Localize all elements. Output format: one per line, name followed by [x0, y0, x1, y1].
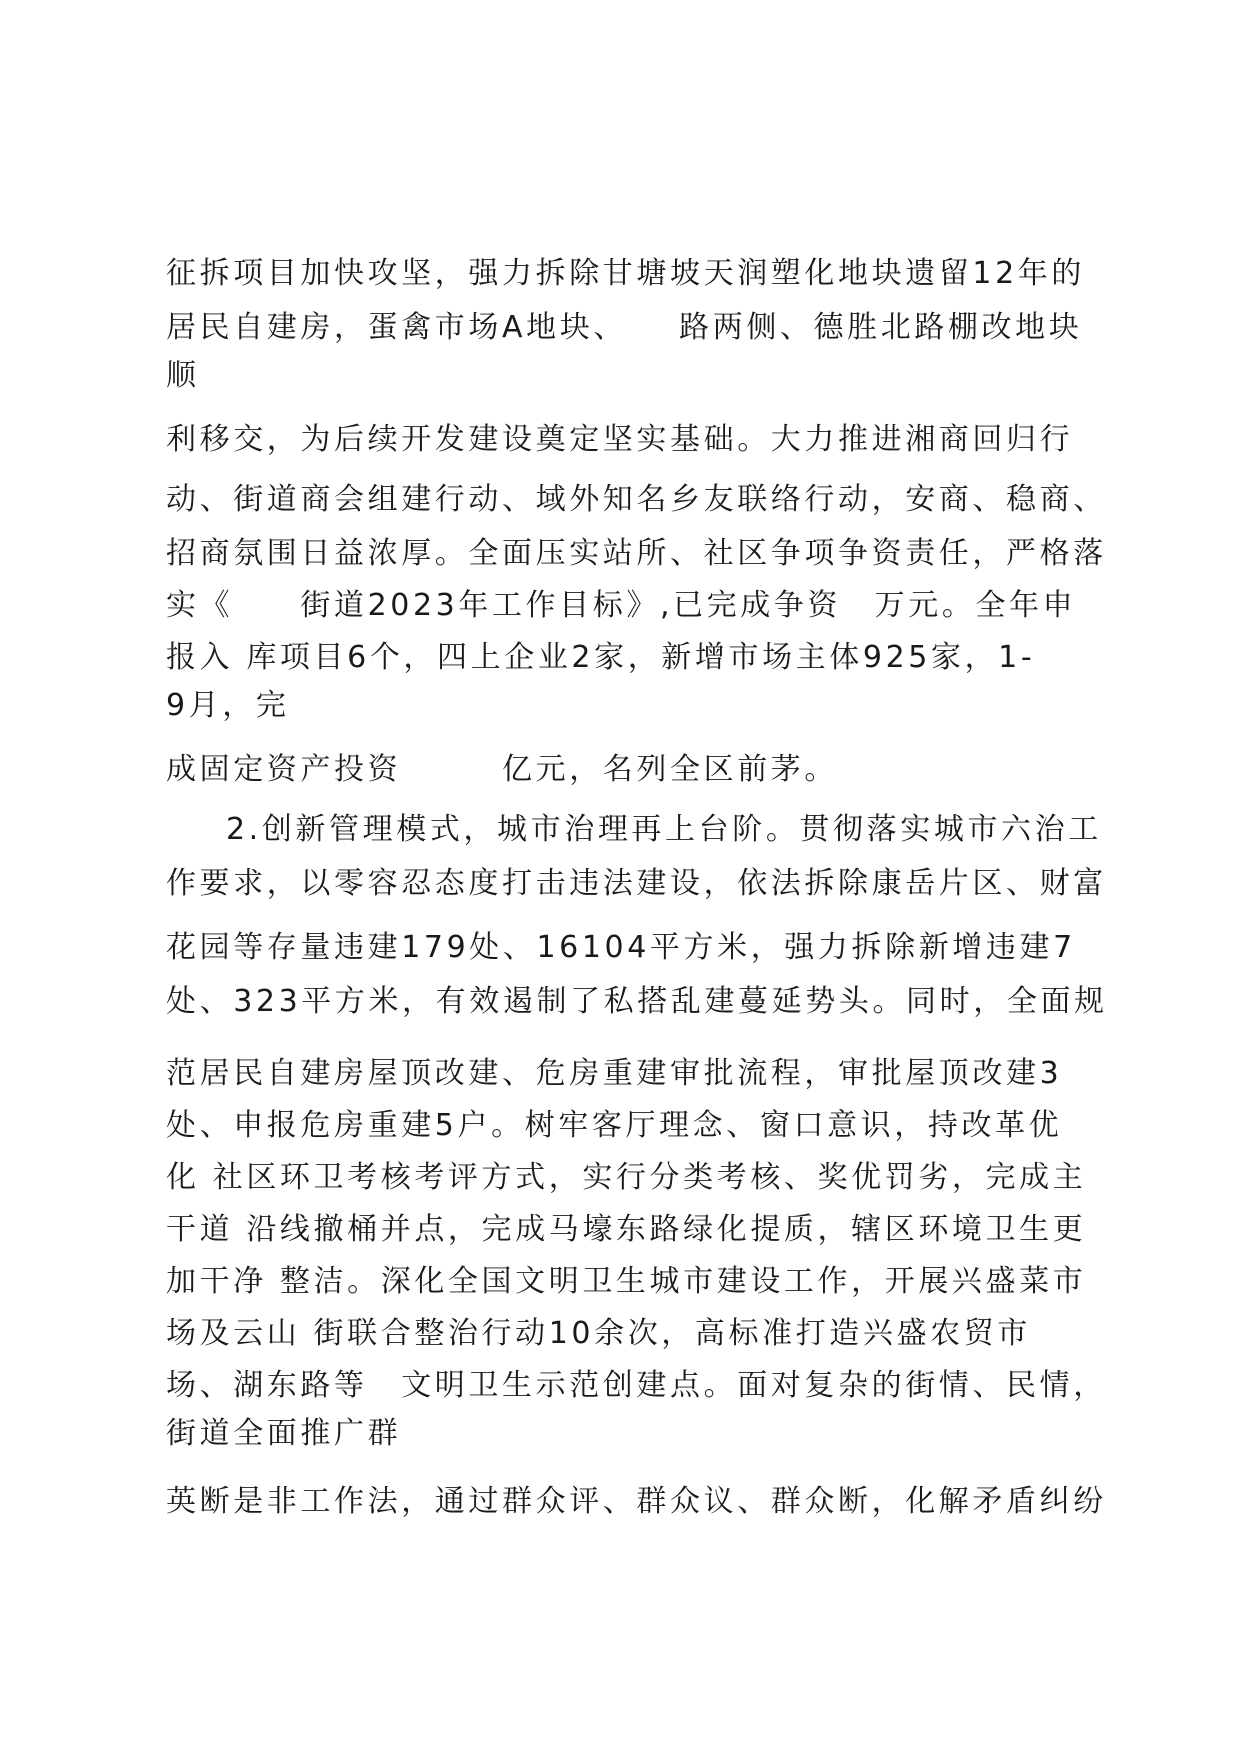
paragraph-heading: 2.创新管理模式，城市治理再上台阶。贯彻落实城市六治工	[226, 812, 1102, 847]
text-line: 顺	[166, 358, 200, 393]
text-line: 居民自建房，蛋禽市场A地块、 路两侧、德胜北路棚改地块	[166, 310, 1083, 345]
text-line: 实《 街道2023年工作目标》,已完成争资 万元。全年申	[166, 588, 1077, 623]
text-line: 动、街道商会组建行动、域外知名乡友联络行动，安商、稳商、	[166, 482, 1107, 517]
text-line: 范居民自建房屋顶改建、危房重建审批流程，审批屋顶改建3	[166, 1056, 1063, 1091]
text-line: 场、湖东路等 文明卫生示范创建点。面对复杂的街情、民情，	[166, 1368, 1107, 1403]
text-line: 招商氛围日益浓厚。全面压实站所、社区争项争资责任，严格落	[166, 536, 1107, 571]
text-line: 处、323平方米，有效遏制了私搭乱建蔓延势头。同时，全面规	[166, 984, 1108, 1019]
text-line: 化 社区环卫考核考评方式，实行分类考核、奖优罚劣，完成主	[166, 1160, 1087, 1195]
text-line: 处、申报危房重建5户。树牢客厅理念、窗口意识，持改革优	[166, 1108, 1063, 1143]
text-line: 报入 库项目6个，四上企业2家，新增市场主体925家，1-	[166, 640, 1036, 675]
text-line: 花园等存量违建179处、16104平方米，强力拆除新增违建7	[166, 930, 1076, 965]
text-line: 英断是非工作法，通过群众评、群众议、群众断，化解矛盾纠纷	[166, 1484, 1107, 1519]
text-line: 场及云山 街联合整治行动10余次，高标准打造兴盛农贸市	[166, 1316, 1031, 1351]
text-line: 街道全面推广群	[166, 1416, 402, 1451]
text-line: 9月，完	[166, 688, 290, 723]
text-line: 作要求，以零容忍态度打击违法建设，依法拆除康岳片区、财富	[166, 866, 1107, 901]
text-line: 加干净 整洁。深化全国文明卫生城市建设工作，开展兴盛菜市	[166, 1264, 1087, 1299]
text-line: 征拆项目加快攻坚，强力拆除甘塘坡天润塑化地块遗留12年的	[166, 256, 1085, 291]
text-line: 成固定资产投资 亿元，名列全区前茅。	[166, 752, 838, 787]
text-line: 利移交，为后续开发建设奠定坚实基础。大力推进湘商回归行	[166, 422, 1074, 457]
text-line: 干道 沿线撤桶并点，完成马壕东路绿化提质，辖区环境卫生更	[166, 1212, 1087, 1247]
